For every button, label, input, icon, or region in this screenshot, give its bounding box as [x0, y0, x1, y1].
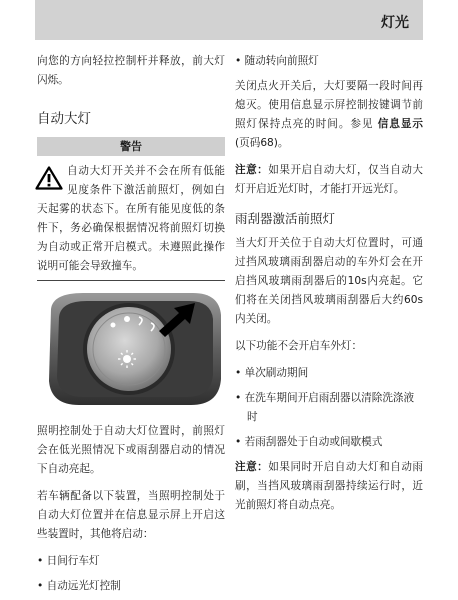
list-item: • 随动转向前照灯: [235, 55, 319, 67]
warning-text-block: [37, 162, 225, 276]
light-switch-dial-icon: [43, 289, 224, 410]
wiper-paragraph: 当大灯开关位于自动大灯位置时，可通过挡风玻璃雨刮器启动的车外灯会在开启挡风玻璃雨刮器后的10s内亮起。它们将在关闭挡风玻璃雨刮器后大约60s内关闭。: [235, 237, 423, 325]
page-title: 灯光: [381, 15, 409, 31]
list-item: • 在洗车期间开启雨刮器以清除洗涤液时: [235, 392, 415, 423]
light-switch-figure: [43, 289, 224, 410]
auto-headlamp-paragraph: 照明控制处于自动大灯位置时，前照灯会在低光照情况下或雨刮器启动的情况下自动亮起。: [37, 425, 225, 475]
list-item: • 若雨刮器处于自动或间歇模式: [235, 436, 383, 448]
list-item: • 日间行车灯: [37, 555, 100, 567]
page-header: [35, 0, 423, 40]
section-title: 自动大灯: [37, 111, 91, 127]
warning-triangle-icon: [35, 166, 63, 190]
page-reference-tail: (页码68)。: [235, 137, 289, 149]
list-item: • 自动远光灯控制: [37, 580, 121, 592]
left-column: [37, 52, 225, 600]
list-item: • 单次刷动期间: [235, 367, 309, 379]
note-high-beam: [235, 161, 423, 199]
intro-paragraph: 向您的方向轻拉控制杆并释放，前大灯闪烁。: [37, 55, 225, 86]
warning-divider: [37, 280, 225, 281]
equipment-paragraph: 若车辆配备以下装置，当照明控制处于自动大灯位置并在信息显示屏上开启这些装置时，其他将启动：: [37, 490, 225, 540]
note-label: 注意：: [235, 164, 269, 176]
note-wipers: [235, 458, 423, 515]
exit-delay-text: 关闭点火开关后，大灯要隔一段时间再熄灭。使用信息显示屏控制按键调节前照灯保持点亮的时间。参见: [235, 80, 423, 130]
warning-box: [37, 137, 225, 281]
note-label: 注意：: [235, 461, 269, 473]
warning-text: 自动大灯开关并不会在所有低能见度条件下激活前照灯，例如白天起雾的状态下。在所有能见度低的条件下，务必确保根据情况将前照灯切换为自动或正常开启模式。未遵照此操作说明可能会导致撞车。: [37, 165, 225, 272]
warning-label: 警告: [37, 137, 225, 156]
note-text: 如果开启自动大灯，仅当自动大灯开启近光灯时，才能打开远光灯。: [235, 164, 424, 195]
subheading-wiper-activated: 雨刮器激活前照灯: [235, 211, 336, 226]
exit-delay-paragraph: [235, 77, 423, 153]
page-reference-link[interactable]: 信息显示: [377, 118, 423, 130]
note-text: 如果同时开启自动大灯和自动雨刷，当挡风玻璃雨刮器持续运行时，近光前照灯将自动点亮。: [235, 461, 424, 511]
exceptions-intro: 以下功能不会开启车外灯：: [235, 340, 363, 352]
right-column: [235, 52, 423, 523]
